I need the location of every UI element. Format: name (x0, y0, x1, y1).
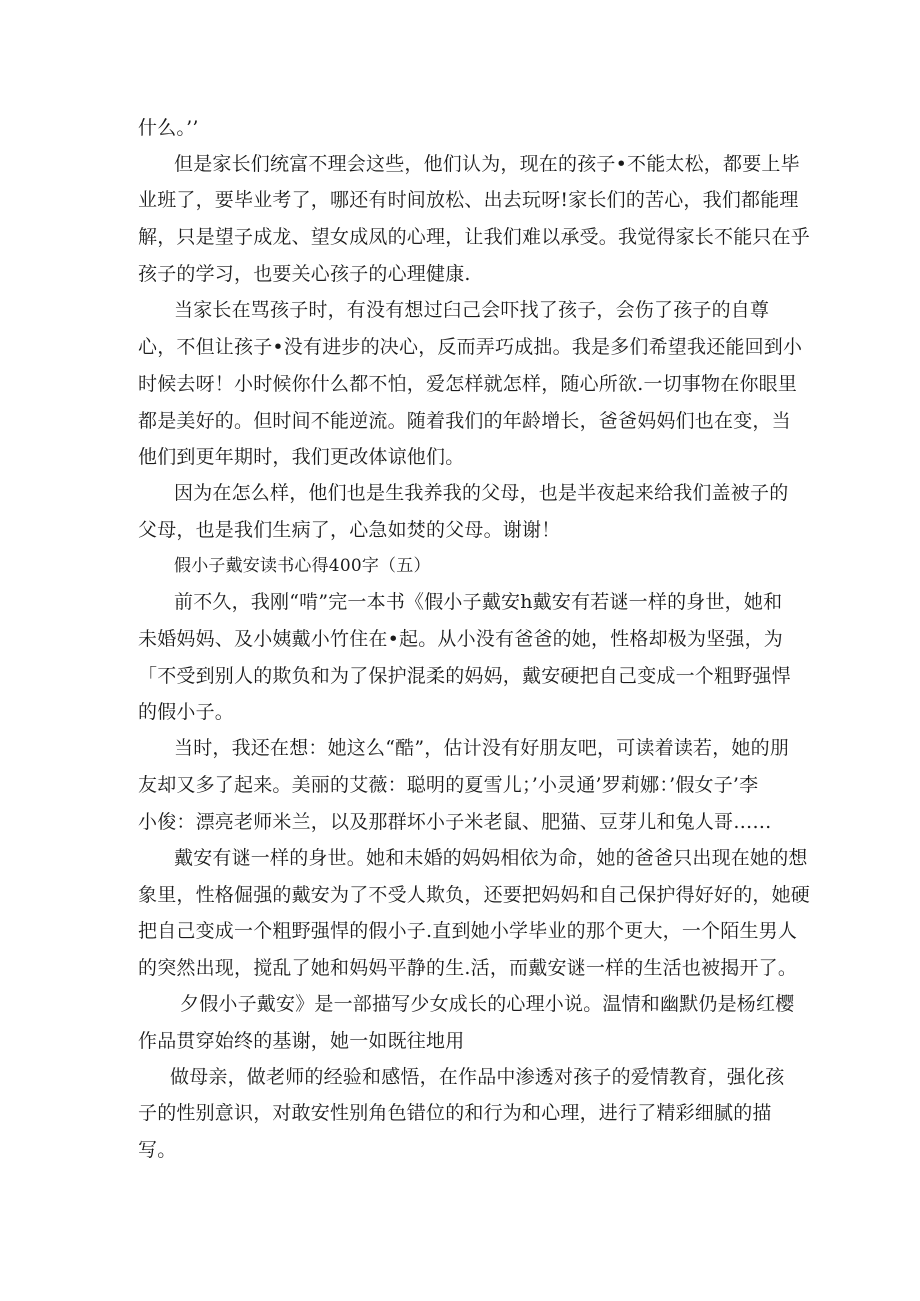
paragraph-start: 戴安有谜一样的身世。她和未婚的妈妈相依为命，她的爸爸只出现在她的想 (174, 847, 808, 869)
text-line: 他们到更年期时，我们更改体谅他们。 (138, 446, 465, 468)
text-line: 写。 (138, 1139, 177, 1161)
text-line: 时候去呀！小时候你什么都不怕，爱怎样就怎样，随心所欲.一切事物在你眼里 (138, 373, 798, 395)
text-line: 的突然出现，搅乱了她和妈妈平静的生.活，而戴安谜一样的生活也被揭开了。 (138, 957, 798, 979)
paragraph-start: 因为在怎么样，他们也是生我养我的父母，也是半夜起来给我们盖被子的 (174, 482, 789, 504)
text-line: 未婚妈妈、及小姨戴小竹住在•起。从小没有爸爸的她，性格却极为坚强，为 (138, 628, 784, 650)
text-line: 友却又多了起来。美丽的艾薇：聪明的夏雪儿；’小灵通’罗莉娜：’假女子’李 (138, 774, 759, 796)
paragraph-start: 夕假小子戴安》是一部描写少女成长的心理小说。温情和幽默仍是杨红樱 (180, 993, 795, 1015)
text-line: 把自己变成一个粗野强悍的假小子.直到她小学毕业的那个更大，一个陌生男人 (138, 920, 798, 942)
text-line: 象里，性格倔强的戴安为了不受人欺负，还要把妈妈和自己保护得好好的，她硬 (138, 884, 811, 906)
paragraph-start: 前不久，我刚“啃”完一本书《假小子戴安h戴安有若谜一样的身世，她和 (174, 591, 783, 613)
text-line: 的假小子。 (138, 701, 235, 723)
text-line: 「不受到别人的欺负和为了保护混柔的妈妈，戴安硬把自己变成一个粗野强悍 (138, 665, 791, 687)
text-line: 小俊：漂亮老师米兰，以及那群坏小子米老鼠、肥猫、豆芽儿和兔人哥…… (138, 811, 772, 833)
text-line: 解，只是望子成龙、望女成凤的心理，让我们难以承受。我觉得家长不能只在乎 (138, 226, 811, 248)
text-line: 作品贯穿始终的基谢，她一如既往地用 (138, 1030, 465, 1052)
text-line: 父母，也是我们生病了，心急如焚的父母。谢谢！ (138, 519, 561, 541)
section-heading: 假小子戴安读书心得400字（五） (174, 556, 431, 576)
paragraph-start: 当家长在骂孩子时，有没有想过臼己会吓找了孩子，会伤了孩子的自尊 (174, 299, 770, 321)
text-line: 孩子的学习，也要关心孩子的心理健康. (138, 263, 471, 285)
paragraph-start: 当时，我还在想：她这么“酷”，估计没有好朋友吧，可读着读若，她的朋 (174, 737, 790, 759)
paragraph-start: 但是家长们统富不理会这些，他们认为，现在的孩子•不能太松，都要上毕 (174, 153, 800, 175)
text-line: 子的性别意识，对敢安性别角色错位的和行为和心理，进行了精彩细腻的描 (138, 1102, 772, 1124)
text-line: 心，不但让孩子•没有进步的决心，反而弄巧成拙。我是多们希望我还能回到小 (138, 336, 803, 358)
text-line: 什么。’’ (138, 117, 199, 139)
text-line: 业班了，要毕业考了，哪还有时间放松、出去玩呀!家长们的苦心，我们都能理 (138, 189, 799, 211)
paragraph-start: 做母亲，做老师的经验和感悟，在作品中渗透对孩子的爱情教育，强化孩 (170, 1066, 785, 1088)
text-line: 都是美好的。但时间不能逆流。随着我们的年龄增长，爸爸妈妈们也在变，当 (138, 410, 791, 432)
